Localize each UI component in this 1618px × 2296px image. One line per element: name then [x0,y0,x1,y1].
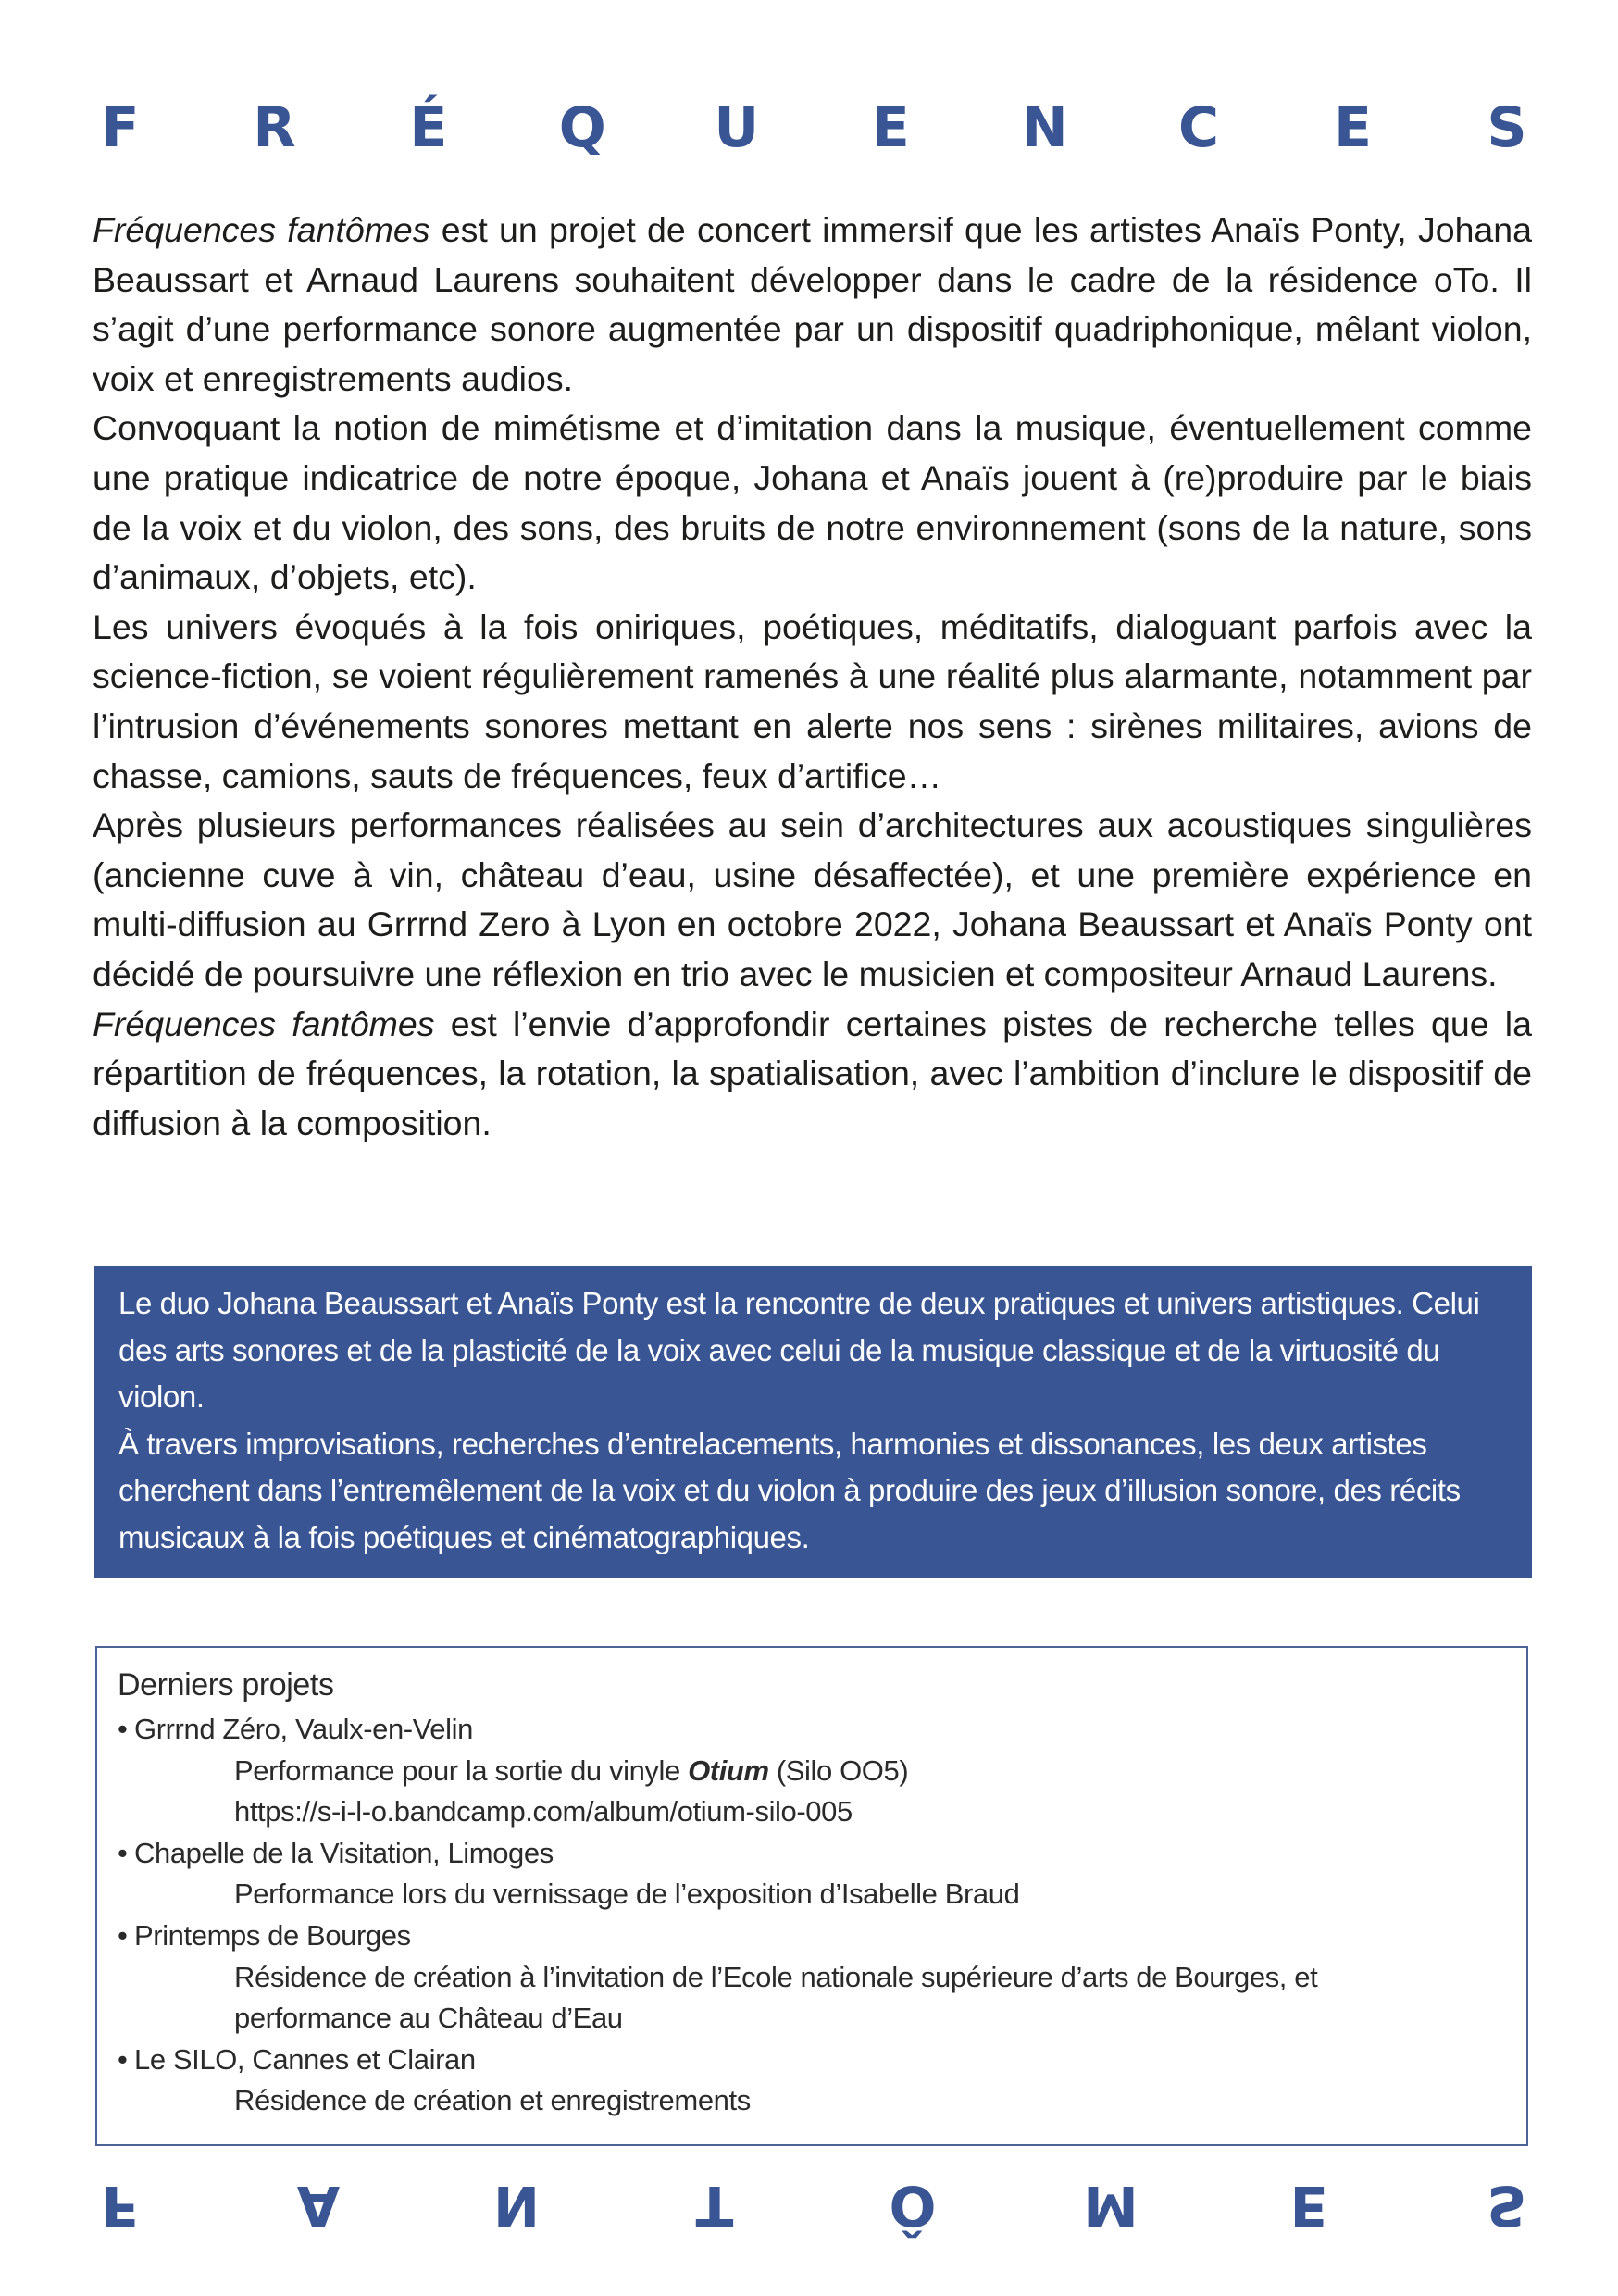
project-venue [118,2040,1506,2081]
project-venue [118,1709,1506,1751]
venue-name: Printemps de Bourges [134,1918,411,1952]
detail-text: (Silo OO5) [768,1753,909,1787]
title-fantomes-flipped [93,2173,1535,2238]
title-letter: R [253,95,296,160]
paragraph-text: est l’envie d’approfondir certaines pistes de recherche telles que la répartition de fréquences, la rotation, la spatialisation, avec l’ambition d’inclure le dispositif de diffusion à la composition. [93,1004,1532,1142]
project-detail [118,1998,1506,2040]
paragraph-text: est un projet de concert immersif que les artistes Anaïs Ponty, Johana Beaussart et Arnaud Laurens souhaitent développer dans le cadre de la résidence oTo. Il s’agit d’une performance sonore augmentée par un dispositif quadriphonique, mêlant violon, voix et enregistrements audios. [93,210,1532,398]
venue-name: Le SILO, Cannes et Clairan [134,2042,476,2076]
title-letter: E [1334,95,1372,160]
paragraph-text: Convoquant la notion de mimétisme et d’imitation dans la musique, éventuellement comme une pratique indicatrice de notre époque, Johana et Anaïs jouent à (re)produire par le biais de la voix et du violon, des sons, des bruits de notre environnement (sons de la nature, sons d’animaux, d’objets, etc). [93,408,1532,597]
project-detail [118,1751,1506,1792]
title-letter: S [1487,95,1527,160]
title-letter: M [1083,2173,1139,2238]
bullet-icon: • [118,1918,128,1952]
bullet-icon: • [118,2042,128,2076]
title-letter: N [492,2173,541,2238]
detail-text: Résidence de création et enregistrements [234,2084,751,2117]
venue-name: Grrrnd Zéro, Vaulx-en-Velin [134,1713,473,1745]
title-letter: F [101,2173,140,2238]
body-paragraph [93,1000,1532,1149]
project-link[interactable] [118,1791,1506,1833]
duo-paragraph: Le duo Johana Beaussart et Anaïs Ponty est la rencontre de deux pratiques et univers artistiques. Celui des arts sonores et de la plasticité de la voix avec celui de la musique classique et de la virtuosité du violon. [118,1286,1480,1414]
detail-text: performance au Château d’Eau [234,2002,623,2035]
album-title: Otium [688,1753,769,1787]
title-letter: A [296,2173,341,2238]
title-letter: F [101,95,140,160]
title-letter: Ô [889,2173,937,2238]
main-description [93,206,1532,1148]
project-venue [118,1915,1506,1957]
project-detail [118,1957,1506,1999]
duo-paragraph: À travers improvisations, recherches d’entrelacements, harmonies et dissonances, les deux artistes cherchent dans l’entremêlement de la voix et du violon à produire des jeux d’illusion sonore, des récits musicaux à la fois poétiques et cinématographiques. [118,1426,1461,1554]
title-frequences [93,95,1535,160]
venue-name: Chapelle de la Visitation, Limoges [134,1836,554,1869]
title-letter: S [1487,2173,1527,2238]
body-paragraph [93,603,1532,801]
paragraph-text: Les univers évoqués à la fois oniriques, poétiques, méditatifs, dialoguant parfois avec la science-fiction, se voient régulièrement ramenés à une réalité plus alarmante, notamment par l’intrusion d’événements sonores mettant en alerte nos sens : sirènes militaires, avions de chasse, camions, sauts de fréquences, feux d’artifice… [93,606,1532,795]
projects-heading: Derniers projets [118,1667,334,1703]
body-paragraph [93,404,1532,602]
project-detail [118,1874,1506,1915]
title-letter: U [714,95,760,160]
paragraph-text: Après plusieurs performances réalisées au sein d’architectures aux acoustiques singulières (ancienne cuve à vin, château d’eau, usine désaffectée), et une première expérience en multi-diffusion au Grrrnd Zero à Lyon en octobre 2022, Johana Beaussart et Anaïs Ponty ont décidé de poursuivre une réflexion en trio avec le musicien et compositeur Arnaud Laurens. [93,805,1532,993]
title-letter: T [695,2173,734,2238]
body-paragraph [93,801,1532,999]
body-paragraph [93,206,1532,404]
link-text[interactable]: https://s-i-l-o.bandcamp.com/album/otium-silo-005 [234,1795,853,1828]
detail-text: Performance lors du vernissage de l’exposition d’Isabelle Braud [234,1878,1020,1911]
italic-title: Fréquences fantômes [93,1004,435,1043]
title-letter: E [871,95,910,160]
title-letter: E [1289,2173,1328,2238]
project-detail [118,2080,1506,2122]
title-letter: C [1178,95,1220,160]
title-letter: É [409,95,448,160]
recent-projects-box [95,1646,1528,2146]
bullet-icon: • [118,1713,128,1745]
bullet-icon: • [118,1836,128,1869]
title-letter: Q [558,95,606,160]
italic-title: Fréquences fantômes [93,210,430,249]
project-venue [118,1833,1506,1875]
title-letter: N [1021,95,1068,160]
detail-text: Performance pour la sortie du vinyle [234,1753,689,1787]
detail-text: Résidence de création à l’invitation de l’Ecole nationale supérieure d’arts de Bourges, et [234,1960,1318,1993]
duo-info-box [94,1266,1532,1578]
